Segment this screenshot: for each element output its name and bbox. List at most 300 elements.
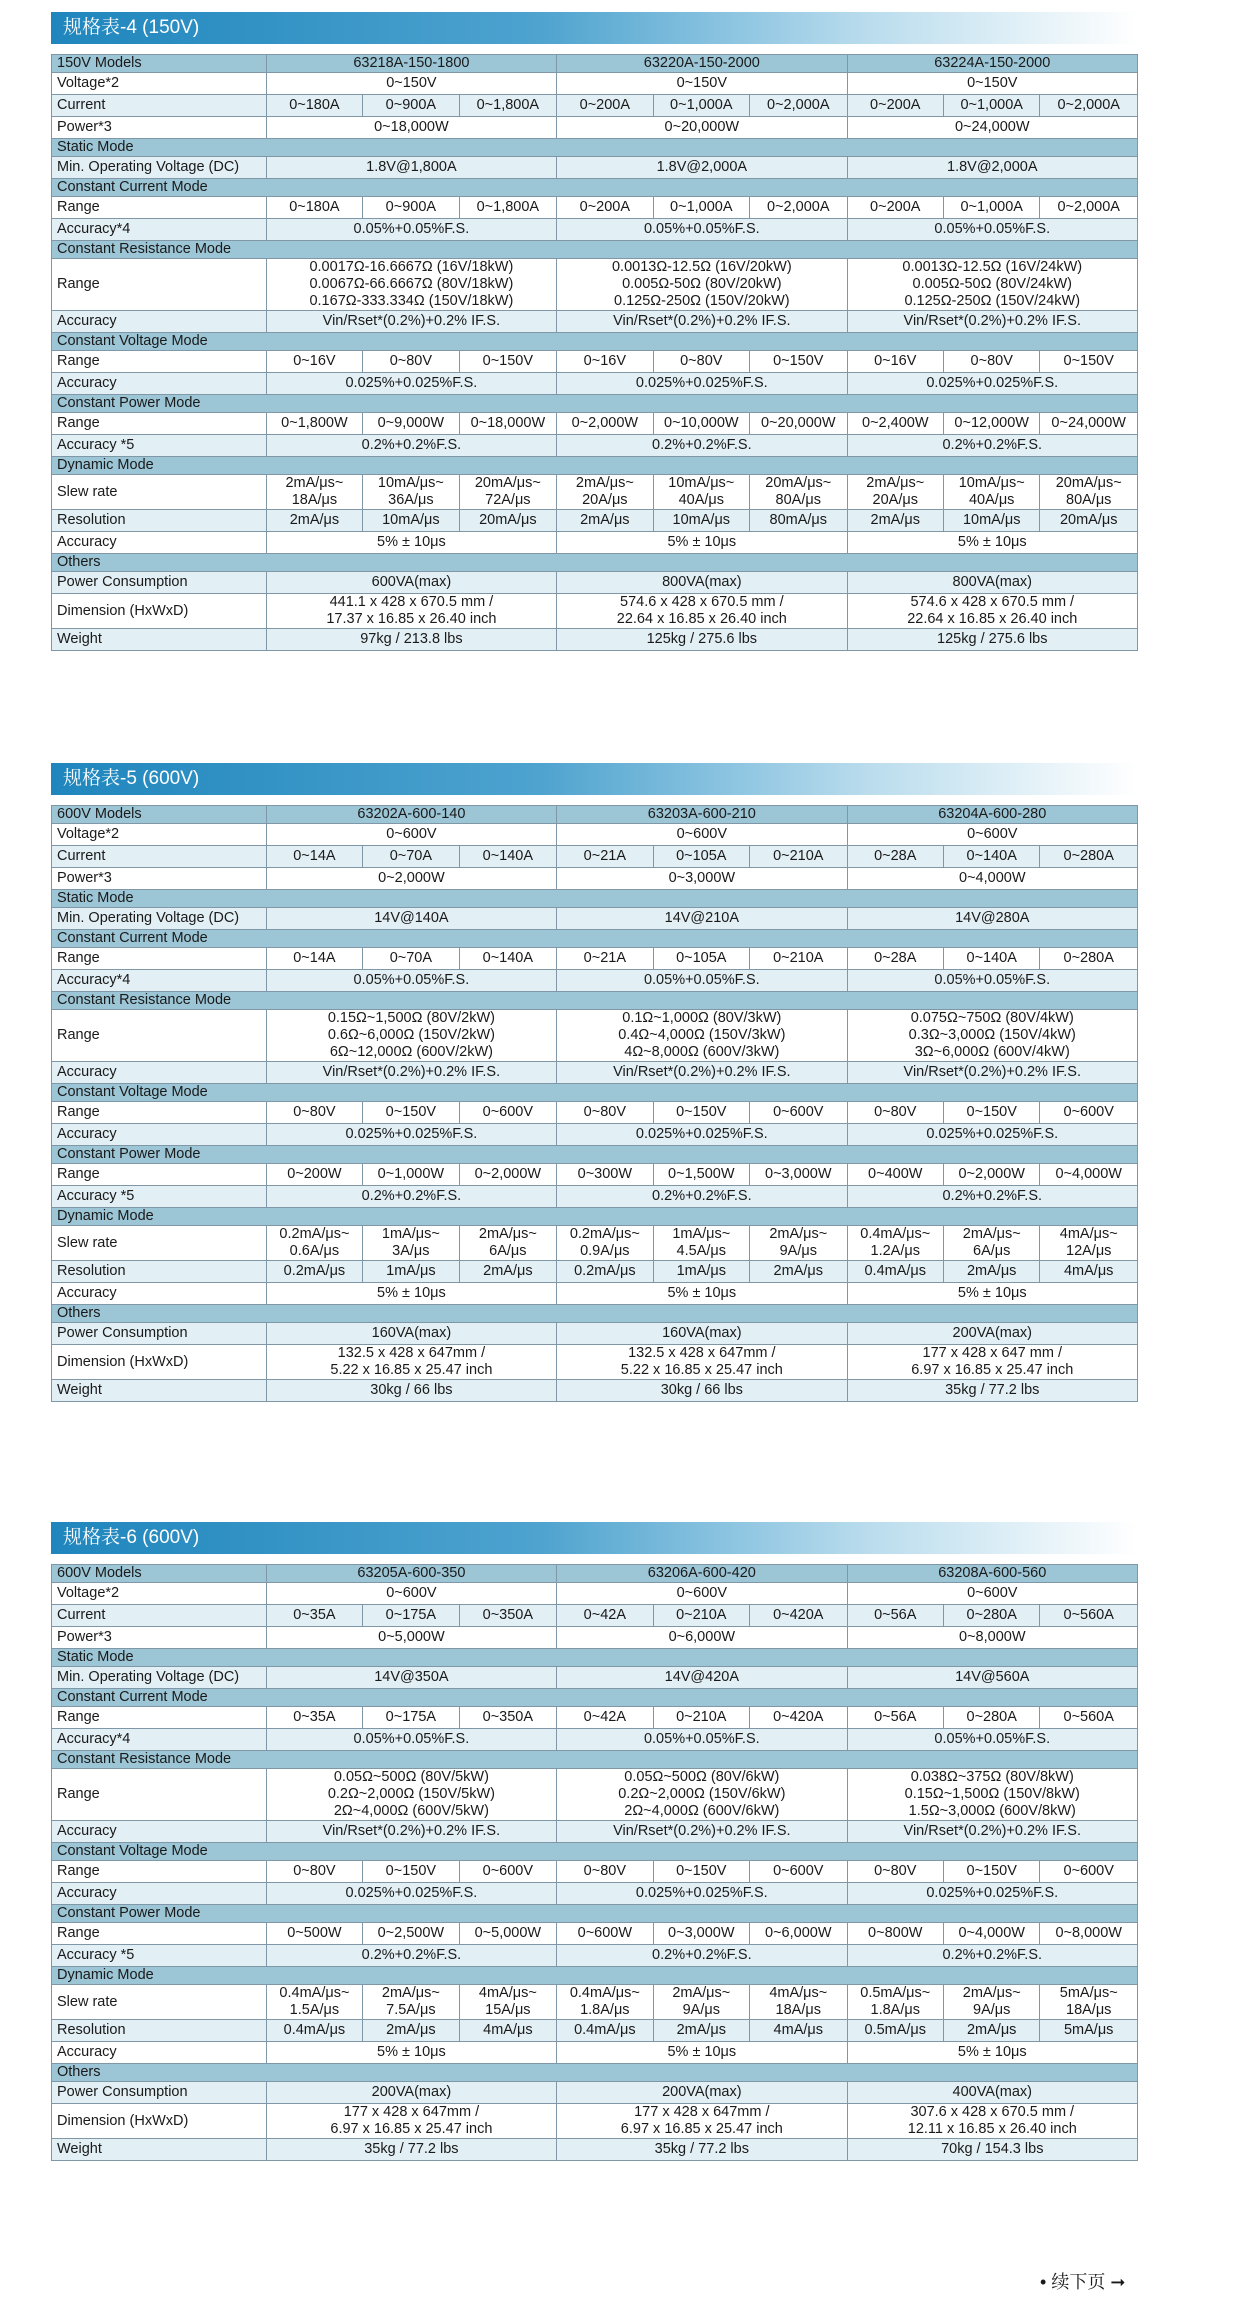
bullet-icon: • bbox=[1040, 2272, 1047, 2292]
spec-value: 0~180A bbox=[266, 95, 362, 117]
value-line: 574.6 x 428 x 670.5 mm / bbox=[910, 594, 1075, 610]
spec-value: 0~12,000W bbox=[943, 413, 1039, 435]
spec-value: 0~600V bbox=[557, 1583, 847, 1605]
value-line: 80A/μs bbox=[1066, 492, 1112, 508]
value-line: 307.6 x 428 x 670.5 mm / bbox=[910, 2104, 1075, 2120]
spec-value: 0~105A bbox=[653, 846, 749, 868]
section-heading: Constant Resistance Mode bbox=[52, 992, 1138, 1010]
spec-value bbox=[847, 1985, 943, 2020]
spec-row-cc-accuracy bbox=[52, 219, 1138, 241]
spec-value: 0.2%+0.2%F.S. bbox=[847, 1945, 1137, 1967]
spec-value: 0~1,000A bbox=[943, 95, 1039, 117]
spec-row-voltage bbox=[52, 1583, 1138, 1605]
spec-value: 14V@140A bbox=[266, 908, 556, 930]
spec-value: 0.4mA/μs bbox=[266, 2020, 362, 2042]
spec-value: 0~200A bbox=[557, 197, 653, 219]
section-heading: Dynamic Mode bbox=[52, 1208, 1138, 1226]
value-line: 1.8A/μs bbox=[580, 2002, 630, 2018]
spec-value: 200VA(max) bbox=[557, 2082, 847, 2104]
spec-value: 0~210A bbox=[750, 846, 848, 868]
spec-row-voltage bbox=[52, 73, 1138, 95]
spec-value: 0.05%+0.05%F.S. bbox=[847, 970, 1137, 992]
spec-value bbox=[847, 1769, 1137, 1821]
spec-value: 0~28A bbox=[847, 846, 943, 868]
spec-value bbox=[1040, 475, 1138, 510]
value-line: 2mA/μs~ bbox=[381, 1985, 440, 2001]
value-line: 15A/μs bbox=[485, 2002, 531, 2018]
value-line: 40A/μs bbox=[968, 492, 1015, 508]
spec-value: 0~70A bbox=[363, 846, 459, 868]
section-row-dyn-mode bbox=[52, 1208, 1138, 1226]
spec-value bbox=[847, 1226, 943, 1261]
row-label: Slew rate bbox=[52, 475, 267, 510]
spec-value: 0~35A bbox=[266, 1707, 362, 1729]
spec-value: 0~280A bbox=[1040, 948, 1138, 970]
value-line: 2mA/μs~ bbox=[478, 1226, 537, 1242]
spec-row-dyn-accuracy bbox=[52, 532, 1138, 554]
value-line: 6.97 x 16.85 x 25.47 inch bbox=[330, 2121, 493, 2137]
spec-value: 0.2%+0.2%F.S. bbox=[847, 435, 1137, 457]
spec-row-dimension bbox=[52, 1345, 1138, 1380]
row-label: Power*3 bbox=[52, 868, 267, 890]
model-name: 63208A-600-560 bbox=[847, 1565, 1137, 1583]
section-row-others bbox=[52, 1305, 1138, 1323]
spec-value: 0~1,000A bbox=[653, 197, 749, 219]
spec-value: 0~600V bbox=[847, 824, 1137, 846]
section-row-cc-mode bbox=[52, 1689, 1138, 1707]
spec-value: 14V@280A bbox=[847, 908, 1137, 930]
spec-value: 0~35A bbox=[266, 1605, 362, 1627]
spec-row-weight bbox=[52, 2139, 1138, 2161]
spec-value: 0.2%+0.2%F.S. bbox=[266, 1186, 556, 1208]
spec-row-weight bbox=[52, 629, 1138, 651]
spec-value: 0~3,000W bbox=[557, 868, 847, 890]
spec-value: 0~2,000A bbox=[1040, 95, 1138, 117]
value-line: 2Ω~4,000Ω (600V/6kW) bbox=[624, 1803, 780, 1819]
row-label: Range bbox=[52, 1923, 267, 1945]
spec-value: 0~2,000W bbox=[459, 1164, 557, 1186]
spec-value: 0.05%+0.05%F.S. bbox=[847, 1729, 1137, 1751]
spec-value: Vin/Rset*(0.2%)+0.2% IF.S. bbox=[557, 1821, 847, 1843]
spec-value bbox=[847, 2104, 1137, 2139]
spec-value: 0~21A bbox=[557, 948, 653, 970]
value-line: 132.5 x 428 x 647mm / bbox=[628, 1345, 776, 1361]
row-label: Accuracy bbox=[52, 373, 267, 395]
spec-value: 0~280A bbox=[943, 1707, 1039, 1729]
spec-value bbox=[266, 475, 362, 510]
row-label: Weight bbox=[52, 629, 267, 651]
spec-value: 0.4mA/μs bbox=[557, 2020, 653, 2042]
section-row-cp-mode bbox=[52, 1146, 1138, 1164]
spec-value bbox=[943, 1226, 1039, 1261]
spec-row-cp-range bbox=[52, 413, 1138, 435]
section-row-static-mode bbox=[52, 1649, 1138, 1667]
spec-value bbox=[557, 1345, 847, 1380]
spec-value: 0~800W bbox=[847, 1923, 943, 1945]
spec-row-dyn-accuracy bbox=[52, 2042, 1138, 2064]
spec-value: 0~14A bbox=[266, 846, 362, 868]
value-line: 0.075Ω~750Ω (80V/4kW) bbox=[910, 1010, 1074, 1026]
spec-value: 0~140A bbox=[459, 948, 557, 970]
spec-value: 35kg / 77.2 lbs bbox=[847, 1380, 1137, 1402]
value-line: 132.5 x 428 x 647mm / bbox=[337, 1345, 486, 1361]
spec-value: 1.8V@1,800A bbox=[266, 157, 556, 179]
spec-value: 2mA/μs bbox=[459, 1261, 557, 1283]
spec-value bbox=[847, 1345, 1137, 1380]
spec-value bbox=[557, 475, 653, 510]
value-line: 18A/μs bbox=[291, 492, 338, 508]
spec-value bbox=[557, 594, 847, 629]
spec-value: 0~21A bbox=[557, 846, 653, 868]
spec-value: 1mA/μs bbox=[363, 1261, 459, 1283]
spec-value: 5% ± 10μs bbox=[557, 2042, 847, 2064]
row-label: Power Consumption bbox=[52, 1323, 267, 1345]
value-line: 9A/μs bbox=[973, 2002, 1011, 2018]
row-label: Range bbox=[52, 1769, 267, 1821]
spec-value bbox=[557, 1010, 847, 1062]
spec-value: 0~200W bbox=[266, 1164, 362, 1186]
spec-value: 0~200A bbox=[847, 197, 943, 219]
continue-next-page[interactable] bbox=[1040, 2268, 1125, 2294]
value-line: 18A/μs bbox=[775, 2002, 821, 2018]
spec-value: 0~14A bbox=[266, 948, 362, 970]
arrow-right-icon: ➞ bbox=[1110, 2272, 1126, 2292]
spec-value bbox=[847, 475, 943, 510]
spec-value: 0~900A bbox=[363, 95, 459, 117]
spec-row-min-voltage bbox=[52, 908, 1138, 930]
spec-value bbox=[459, 475, 557, 510]
spec-value: 30kg / 66 lbs bbox=[557, 1380, 847, 1402]
spec-row-cr-accuracy bbox=[52, 1821, 1138, 1843]
spec-value bbox=[266, 1769, 556, 1821]
row-label: Accuracy bbox=[52, 1062, 267, 1084]
section-heading: Constant Resistance Mode bbox=[52, 1751, 1138, 1769]
spec-value bbox=[363, 1985, 459, 2020]
spec-value: 0~6,000W bbox=[750, 1923, 848, 1945]
spec-value bbox=[266, 1345, 556, 1380]
spec-value: 0~1,000W bbox=[363, 1164, 459, 1186]
spec-value: 0~24,000W bbox=[1040, 413, 1138, 435]
spec-value: Vin/Rset*(0.2%)+0.2% IF.S. bbox=[266, 1062, 556, 1084]
spec-section-4 bbox=[51, 12, 1138, 651]
spec-value: 20mA/μs bbox=[1040, 510, 1138, 532]
section-heading: Constant Power Mode bbox=[52, 395, 1138, 413]
spec-value bbox=[653, 1226, 749, 1261]
row-label: Accuracy *5 bbox=[52, 435, 267, 457]
spec-value: 0~280A bbox=[1040, 846, 1138, 868]
value-line: 0.1Ω~1,000Ω (80V/3kW) bbox=[622, 1010, 782, 1026]
row-label: Slew rate bbox=[52, 1985, 267, 2020]
spec-row-cc-range bbox=[52, 197, 1138, 219]
spec-value: 0.025%+0.025%F.S. bbox=[557, 1883, 847, 1905]
spec-value: 0~5,000W bbox=[459, 1923, 557, 1945]
spec-value: 0~210A bbox=[750, 948, 848, 970]
section-heading: Constant Voltage Mode bbox=[52, 333, 1138, 351]
spec-value: 0~350A bbox=[459, 1707, 557, 1729]
spec-value: 14V@420A bbox=[557, 1667, 847, 1689]
value-line: 12A/μs bbox=[1066, 1243, 1112, 1259]
spec-value: 0~80V bbox=[847, 1861, 943, 1883]
value-line: 2mA/μs~ bbox=[672, 1985, 731, 2001]
spec-value: 0~140A bbox=[459, 846, 557, 868]
spec-value: 5% ± 10μs bbox=[557, 1283, 847, 1305]
row-label: Min. Operating Voltage (DC) bbox=[52, 1667, 267, 1689]
spec-value: 0.2%+0.2%F.S. bbox=[847, 1186, 1137, 1208]
value-line: 22.64 x 16.85 x 26.40 inch bbox=[907, 611, 1078, 627]
row-label: Current bbox=[52, 846, 267, 868]
spec-value: 0~70A bbox=[363, 948, 459, 970]
model-name: 63218A-150-1800 bbox=[266, 55, 556, 73]
spec-value: 4mA/μs bbox=[750, 2020, 848, 2042]
model-name: 63224A-150-2000 bbox=[847, 55, 1137, 73]
row-label: Range bbox=[52, 1707, 267, 1729]
spec-value: 0.025%+0.025%F.S. bbox=[847, 1883, 1137, 1905]
spec-value: 0~300W bbox=[557, 1164, 653, 1186]
spec-value: 125kg / 275.6 lbs bbox=[847, 629, 1137, 651]
spec-value: 0~1,500W bbox=[653, 1164, 749, 1186]
value-line: 72A/μs bbox=[485, 492, 531, 508]
table-header-row bbox=[52, 806, 1138, 824]
value-line: 0.005Ω-50Ω (80V/20kW) bbox=[622, 276, 782, 292]
spec-value: 0~150V bbox=[943, 1861, 1039, 1883]
value-line: 0.4mA/μs~ bbox=[569, 1985, 640, 2001]
value-line: 20mA/μs~ bbox=[474, 475, 541, 491]
spec-value: 0.025%+0.025%F.S. bbox=[266, 373, 556, 395]
section-row-cc-mode bbox=[52, 930, 1138, 948]
spec-value: 0~3,000W bbox=[653, 1923, 749, 1945]
spec-value: 2mA/μs bbox=[943, 2020, 1039, 2042]
value-line: 10mA/μs~ bbox=[958, 475, 1025, 491]
spec-value: 0.05%+0.05%F.S. bbox=[847, 219, 1137, 241]
spec-value bbox=[363, 1226, 459, 1261]
spec-value: 0~18,000W bbox=[459, 413, 557, 435]
value-line: 0.4mA/μs~ bbox=[279, 1985, 350, 2001]
value-line: 1.2A/μs bbox=[870, 1243, 920, 1259]
model-name: 63205A-600-350 bbox=[266, 1565, 556, 1583]
spec-row-voltage bbox=[52, 824, 1138, 846]
row-label: Accuracy bbox=[52, 1883, 267, 1905]
spec-value: 0~2,000A bbox=[750, 197, 848, 219]
spec-row-consumption bbox=[52, 1323, 1138, 1345]
row-label: Min. Operating Voltage (DC) bbox=[52, 157, 267, 179]
spec-table bbox=[51, 54, 1138, 651]
value-line: 0.2Ω~2,000Ω (150V/6kW) bbox=[618, 1786, 786, 1802]
value-line: 2mA/μs~ bbox=[769, 1226, 828, 1242]
row-label: Voltage*2 bbox=[52, 73, 267, 95]
row-label: Min. Operating Voltage (DC) bbox=[52, 908, 267, 930]
table-header-row bbox=[52, 1565, 1138, 1583]
spec-value: 0~80V bbox=[557, 1102, 653, 1124]
section-row-cp-mode bbox=[52, 1905, 1138, 1923]
spec-value bbox=[266, 1010, 556, 1062]
row-label: Voltage*2 bbox=[52, 1583, 267, 1605]
value-line: 441.1 x 428 x 670.5 mm / bbox=[329, 594, 494, 610]
value-line: 1.8A/μs bbox=[870, 2002, 920, 2018]
spec-value: 0~210A bbox=[653, 1707, 749, 1729]
spec-value: 5% ± 10μs bbox=[847, 2042, 1137, 2064]
spec-value bbox=[459, 1985, 557, 2020]
spec-value: 0~80V bbox=[557, 1861, 653, 1883]
section-row-dyn-mode bbox=[52, 1967, 1138, 1985]
value-line: 4mA/μs~ bbox=[478, 1985, 537, 2001]
spec-row-cv-accuracy bbox=[52, 373, 1138, 395]
section-row-others bbox=[52, 554, 1138, 572]
spec-value: 0~600V bbox=[847, 1583, 1137, 1605]
row-label: Range bbox=[52, 1861, 267, 1883]
row-label: Accuracy*4 bbox=[52, 1729, 267, 1751]
row-label: Accuracy bbox=[52, 1283, 267, 1305]
spec-row-slew bbox=[52, 1226, 1138, 1261]
row-label: Accuracy *5 bbox=[52, 1945, 267, 1967]
spec-value: 0.05%+0.05%F.S. bbox=[557, 219, 847, 241]
row-label: Accuracy *5 bbox=[52, 1186, 267, 1208]
row-label: Power Consumption bbox=[52, 2082, 267, 2104]
value-line: 0.15Ω~1,500Ω (80V/2kW) bbox=[327, 1010, 495, 1026]
spec-row-cp-accuracy bbox=[52, 435, 1138, 457]
spec-value: 0~4,000W bbox=[847, 868, 1137, 890]
section-heading: Constant Current Mode bbox=[52, 930, 1138, 948]
spec-value bbox=[847, 1010, 1137, 1062]
section-heading: Others bbox=[52, 2064, 1138, 2082]
spec-value: 0~80V bbox=[847, 1102, 943, 1124]
spec-value: 0~150V bbox=[653, 1102, 749, 1124]
spec-value: 0~42A bbox=[557, 1605, 653, 1627]
row-label: Range bbox=[52, 1010, 267, 1062]
spec-value: 1.8V@2,000A bbox=[847, 157, 1137, 179]
row-label: Resolution bbox=[52, 1261, 267, 1283]
spec-value: 5% ± 10μs bbox=[847, 532, 1137, 554]
spec-value: 5% ± 10μs bbox=[847, 1283, 1137, 1305]
spec-value: 0.2%+0.2%F.S. bbox=[557, 1945, 847, 1967]
spec-value: 0~350A bbox=[459, 1605, 557, 1627]
spec-value bbox=[750, 1226, 848, 1261]
spec-value: 0~20,000W bbox=[750, 413, 848, 435]
section-heading: Static Mode bbox=[52, 1649, 1138, 1667]
spec-row-slew bbox=[52, 475, 1138, 510]
spec-value: 0.05%+0.05%F.S. bbox=[557, 1729, 847, 1751]
spec-value: 0~150V bbox=[459, 351, 557, 373]
value-line: 12.11 x 16.85 x 26.40 inch bbox=[907, 2121, 1077, 2137]
value-line: 177 x 428 x 647mm / bbox=[634, 2104, 770, 2120]
value-line: 0.9A/μs bbox=[580, 1243, 630, 1259]
value-line: 2mA/μs~ bbox=[575, 475, 634, 491]
spec-value: 0~8,000W bbox=[1040, 1923, 1138, 1945]
section-row-others bbox=[52, 2064, 1138, 2082]
spec-value: 0.05%+0.05%F.S. bbox=[266, 970, 556, 992]
value-line: 80A/μs bbox=[775, 492, 821, 508]
spec-value: 0~140A bbox=[943, 948, 1039, 970]
section-heading: Others bbox=[52, 554, 1138, 572]
spec-value: 200VA(max) bbox=[847, 1323, 1137, 1345]
spec-row-cp-range bbox=[52, 1164, 1138, 1186]
spec-value: 5% ± 10μs bbox=[266, 532, 556, 554]
spec-value: 0~80V bbox=[653, 351, 749, 373]
model-name: 63202A-600-140 bbox=[266, 806, 556, 824]
value-line: 1mA/μs~ bbox=[672, 1226, 731, 1242]
spec-row-cv-accuracy bbox=[52, 1124, 1138, 1146]
spec-value bbox=[557, 1226, 653, 1261]
spec-value: 0~80V bbox=[943, 351, 1039, 373]
spec-value: 0~150V bbox=[1040, 351, 1138, 373]
spec-value: 0~150V bbox=[653, 1861, 749, 1883]
spec-value: 0~560A bbox=[1040, 1605, 1138, 1627]
value-line: 0.3Ω~3,000Ω (150V/4kW) bbox=[908, 1027, 1076, 1043]
spec-section-5 bbox=[51, 763, 1138, 1402]
value-line: 0.125Ω-250Ω (150V/20kW) bbox=[614, 293, 790, 309]
spec-row-cc-range bbox=[52, 1707, 1138, 1729]
spec-value: 0~600V bbox=[557, 824, 847, 846]
spec-value: 0.2%+0.2%F.S. bbox=[266, 1945, 556, 1967]
spec-value: 2mA/μs bbox=[750, 1261, 848, 1283]
spec-value: 0~150V bbox=[847, 73, 1137, 95]
row-label: Accuracy*4 bbox=[52, 219, 267, 241]
value-line: 2mA/μs~ bbox=[962, 1226, 1021, 1242]
value-line: 9A/μs bbox=[779, 1243, 817, 1259]
table-header-row bbox=[52, 55, 1138, 73]
spec-value: 0~600V bbox=[459, 1861, 557, 1883]
spec-value: 0~420A bbox=[750, 1707, 848, 1729]
spec-value: 0~600V bbox=[750, 1102, 848, 1124]
value-line: 20mA/μs~ bbox=[1055, 475, 1122, 491]
row-label: Resolution bbox=[52, 2020, 267, 2042]
spec-row-cr-range bbox=[52, 259, 1138, 311]
spec-value: 0~2,000A bbox=[750, 95, 848, 117]
spec-value: 0~900A bbox=[363, 197, 459, 219]
spec-row-resolution bbox=[52, 2020, 1138, 2042]
spec-value: 200VA(max) bbox=[266, 2082, 556, 2104]
spec-row-cp-accuracy bbox=[52, 1945, 1138, 1967]
spec-value: 0~56A bbox=[847, 1707, 943, 1729]
spec-value: 35kg / 77.2 lbs bbox=[557, 2139, 847, 2161]
row-label: Range bbox=[52, 413, 267, 435]
spec-row-cv-range bbox=[52, 1102, 1138, 1124]
spec-value: 0.05%+0.05%F.S. bbox=[266, 219, 556, 241]
row-label: Range bbox=[52, 197, 267, 219]
spec-row-cv-accuracy bbox=[52, 1883, 1138, 1905]
value-line: 1mA/μs~ bbox=[381, 1226, 440, 1242]
spec-row-dimension bbox=[52, 2104, 1138, 2139]
value-line: 0.0017Ω-16.6667Ω (16V/18kW) bbox=[309, 259, 514, 275]
spec-row-min-voltage bbox=[52, 157, 1138, 179]
spec-row-power bbox=[52, 868, 1138, 890]
spec-value: 0~2,500W bbox=[363, 1923, 459, 1945]
section-heading: Constant Power Mode bbox=[52, 1146, 1138, 1164]
spec-value: 35kg / 77.2 lbs bbox=[266, 2139, 556, 2161]
row-label: Range bbox=[52, 948, 267, 970]
row-label: Slew rate bbox=[52, 1226, 267, 1261]
section-row-cr-mode bbox=[52, 992, 1138, 1010]
spec-value: 0~1,000A bbox=[943, 197, 1039, 219]
value-line: 0.2mA/μs~ bbox=[279, 1226, 350, 1242]
section-heading: Constant Resistance Mode bbox=[52, 241, 1138, 259]
value-line: 0.15Ω~1,500Ω (150V/8kW) bbox=[904, 1786, 1080, 1802]
continue-label: 续下页 bbox=[1051, 2272, 1106, 2292]
spec-row-min-voltage bbox=[52, 1667, 1138, 1689]
spec-value: 0.05%+0.05%F.S. bbox=[557, 970, 847, 992]
spec-row-current bbox=[52, 1605, 1138, 1627]
value-line: 5mA/μs~ bbox=[1059, 1985, 1118, 2001]
spec-value: 0~8,000W bbox=[847, 1627, 1137, 1649]
spec-value: 0~9,000W bbox=[363, 413, 459, 435]
spec-value: 0~150V bbox=[266, 73, 556, 95]
value-line: 0.0013Ω-12.5Ω (16V/24kW) bbox=[902, 259, 1083, 275]
value-line: 3A/μs bbox=[392, 1243, 430, 1259]
value-line: 0.0013Ω-12.5Ω (16V/20kW) bbox=[611, 259, 792, 275]
spec-value: Vin/Rset*(0.2%)+0.2% IF.S. bbox=[847, 1062, 1137, 1084]
value-line: 6.97 x 16.85 x 25.47 inch bbox=[911, 1362, 1074, 1378]
section-row-cr-mode bbox=[52, 241, 1138, 259]
spec-value: 0~600W bbox=[557, 1923, 653, 1945]
